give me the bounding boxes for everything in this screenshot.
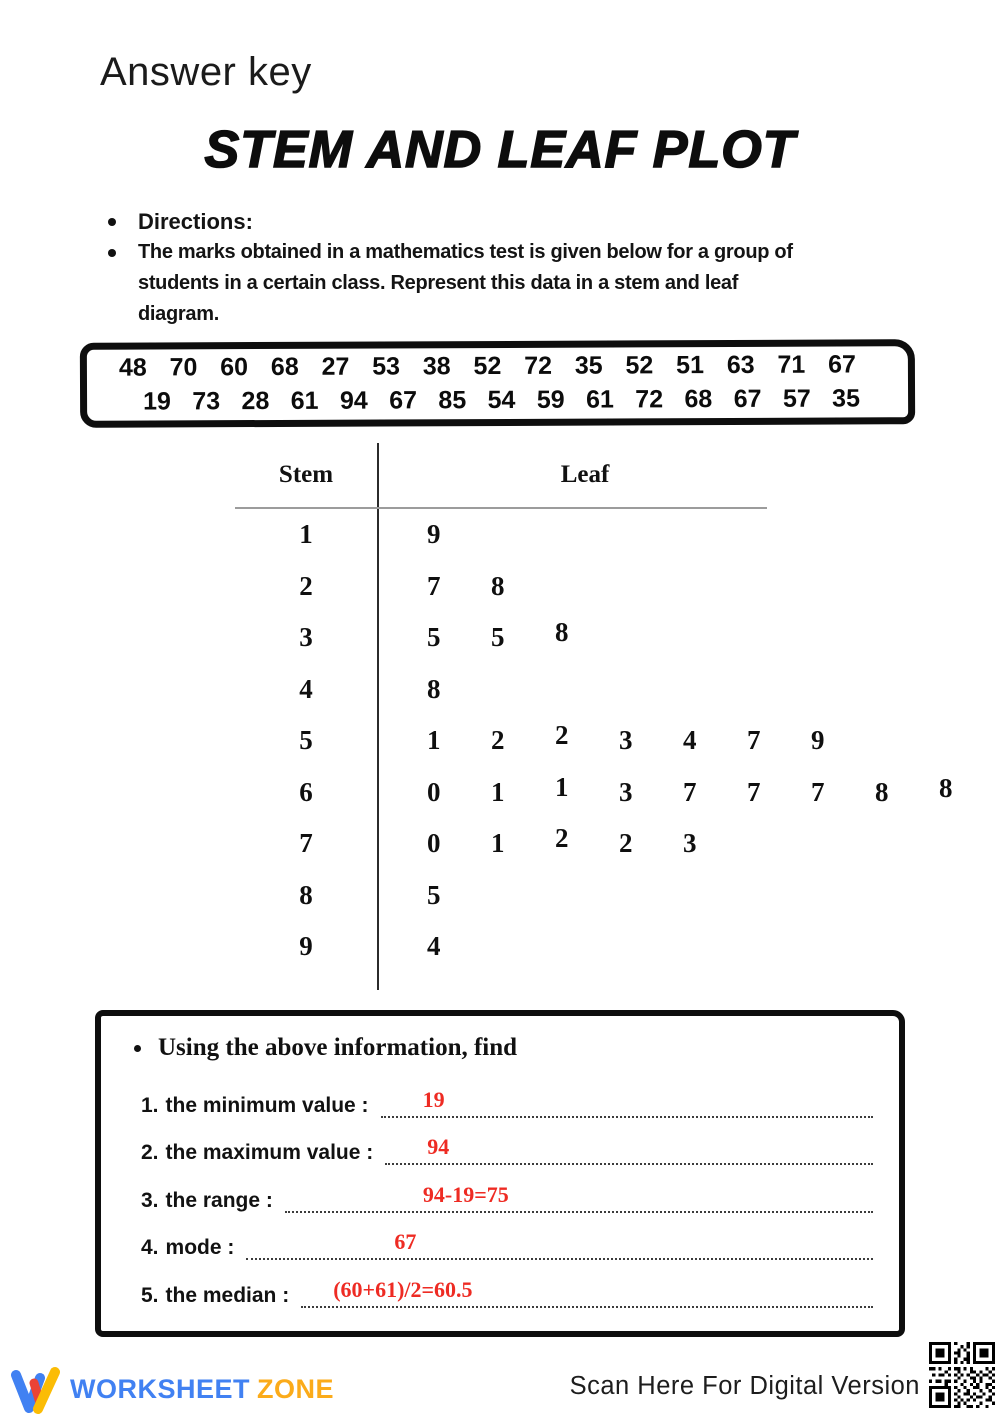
- data-value: 28: [241, 386, 270, 415]
- question-number: 3.: [141, 1188, 159, 1212]
- data-value: 51: [676, 351, 705, 380]
- bullet-icon: [134, 1045, 141, 1052]
- stem-value: 9: [299, 931, 313, 962]
- leaf-value: 8: [939, 772, 953, 803]
- directions-line: students in a certain class. Represent this data in a stem and leaf: [138, 272, 739, 294]
- question-item: [141, 1070, 873, 1118]
- stem-value: 5: [299, 725, 313, 756]
- question-label: the range :: [165, 1188, 273, 1212]
- table-row: [235, 509, 765, 561]
- answer-value: (60+61)/2=60.5: [333, 1276, 473, 1302]
- question-label: mode :: [165, 1236, 235, 1259]
- leaf-value: 0: [427, 776, 441, 807]
- table-row: [235, 818, 765, 870]
- directions-body: [138, 237, 793, 330]
- answer-line: [385, 1118, 873, 1166]
- leaf-value: 5: [427, 622, 441, 653]
- data-value: 60: [220, 353, 249, 382]
- question-number: 2.: [141, 1141, 159, 1164]
- leaf-values: [427, 931, 491, 962]
- question-number: 4.: [141, 1236, 159, 1259]
- leaf-value: 3: [619, 725, 633, 756]
- answer-line: [246, 1213, 873, 1261]
- logo-text-zone: ZONE: [257, 1373, 335, 1404]
- data-value: 61: [290, 386, 319, 415]
- leaf-value: 7: [683, 776, 697, 807]
- directions-line: diagram.: [138, 303, 219, 325]
- data-value: 85: [438, 385, 467, 414]
- data-value: 53: [372, 352, 401, 381]
- data-value: 59: [536, 385, 565, 414]
- question-number: 5.: [141, 1283, 159, 1307]
- leaf-value: 3: [619, 776, 633, 807]
- stem-column-header: Stem: [278, 461, 334, 488]
- table-row: [235, 767, 953, 819]
- data-value: 57: [782, 384, 811, 413]
- data-value: 38: [422, 352, 451, 381]
- leaf-value: 1: [491, 828, 505, 859]
- leaf-value: 8: [427, 673, 441, 704]
- stem-value: 2: [299, 570, 313, 601]
- question-item: [141, 1213, 873, 1261]
- directions-heading-row: [108, 206, 928, 237]
- data-value: 68: [684, 384, 713, 413]
- question-item: [141, 1118, 873, 1166]
- leaf-value: 5: [427, 879, 441, 910]
- leaf-value: 9: [811, 725, 825, 756]
- leaf-values: [427, 880, 491, 911]
- leaf-value: 7: [747, 776, 761, 807]
- question-items: [131, 1070, 873, 1308]
- data-value: 72: [635, 384, 664, 414]
- answer-value: 94-19=75: [422, 1181, 509, 1207]
- data-value: 67: [733, 384, 762, 413]
- answer-line: [381, 1070, 873, 1118]
- table-row: [235, 561, 765, 613]
- answer-line: [301, 1260, 873, 1308]
- table-rows: [235, 509, 953, 973]
- data-value: 35: [574, 351, 603, 380]
- leaf-value: 2: [555, 823, 569, 854]
- leaf-value: 1: [491, 776, 505, 807]
- table-row: [235, 921, 765, 973]
- leaf-values: [427, 674, 491, 705]
- leaf-value: 8: [875, 776, 889, 807]
- data-value: 35: [832, 384, 861, 413]
- leaf-value: 1: [427, 725, 441, 756]
- questions-heading-row: [131, 1034, 873, 1062]
- data-value: 48: [118, 353, 147, 382]
- data-value: 52: [473, 352, 502, 381]
- leaf-value: 2: [491, 725, 505, 756]
- leaf-value: 1: [555, 771, 569, 802]
- data-value: 67: [389, 386, 418, 415]
- leaf-values: [427, 823, 747, 859]
- questions-heading: Using the above information, find: [158, 1034, 518, 1061]
- leaf-values: [427, 617, 619, 653]
- data-value: 52: [625, 351, 654, 380]
- answer-value: 19: [422, 1086, 445, 1112]
- answer-line: [285, 1165, 873, 1213]
- stem-value: 1: [299, 519, 313, 550]
- question-item: [141, 1165, 873, 1213]
- leaf-values: [427, 519, 491, 550]
- bullet-icon: [108, 249, 116, 257]
- bullet-icon: [108, 218, 116, 226]
- data-value: 70: [169, 353, 198, 382]
- qr-code: [926, 1337, 998, 1413]
- scan-here-text: Scan Here For Digital Version: [569, 1372, 920, 1400]
- question-label: the maximum value :: [165, 1141, 374, 1164]
- question-item: [141, 1260, 873, 1308]
- answer-value: 94: [427, 1134, 450, 1159]
- leaf-value: 4: [683, 725, 697, 756]
- leaf-value: 2: [555, 720, 569, 751]
- leaf-value: 7: [811, 776, 825, 807]
- data-row-1: [87, 351, 908, 384]
- data-value: 61: [585, 385, 614, 414]
- leaf-values: [427, 771, 1000, 808]
- leaf-values: [427, 720, 875, 756]
- leaf-value: 7: [747, 725, 761, 756]
- answer-key-label: Answer key: [100, 50, 312, 94]
- data-value: 63: [726, 351, 755, 380]
- directions-line: The marks obtained in a mathematics test is given below for a group of: [138, 241, 793, 263]
- directions-heading: Directions:: [138, 209, 253, 234]
- stem-value: 6: [299, 776, 313, 807]
- data-value: 71: [777, 350, 806, 380]
- leaf-value: 9: [427, 519, 441, 550]
- stem-value: 4: [299, 673, 313, 704]
- leaf-value: 8: [491, 570, 505, 601]
- question-number: 1.: [141, 1093, 159, 1117]
- leaf-value: 8: [555, 617, 569, 648]
- leaf-value: 2: [619, 828, 633, 859]
- table-row: [235, 870, 765, 922]
- table-row: [235, 715, 825, 767]
- table-row: [235, 664, 765, 716]
- question-label: the median :: [165, 1283, 290, 1307]
- question-label: the minimum value :: [165, 1093, 369, 1117]
- stem-value: 3: [299, 622, 313, 653]
- stem-value: 8: [299, 879, 313, 910]
- leaf-values: [427, 571, 555, 602]
- leaf-value: 3: [683, 828, 697, 859]
- data-value: 94: [339, 386, 368, 415]
- logo-w-icon: [10, 1364, 62, 1414]
- leaf-column-header: Leaf: [560, 461, 610, 488]
- leaf-value: 4: [427, 931, 441, 962]
- table-row: [235, 612, 765, 664]
- answer-value: 67: [394, 1229, 417, 1254]
- data-value: 68: [270, 353, 299, 382]
- page-title: STEM AND LEAF PLOT: [204, 121, 796, 179]
- directions-section: [108, 206, 928, 330]
- leaf-value: 7: [427, 570, 441, 601]
- data-value: 72: [524, 352, 553, 381]
- data-value: 73: [192, 386, 221, 415]
- data-values-box: [80, 339, 915, 428]
- stem-leaf-table: [235, 443, 953, 990]
- leaf-value: 5: [491, 622, 505, 653]
- data-value: 67: [828, 350, 856, 379]
- logo-text-worksheet: WORKSHEET: [70, 1373, 250, 1404]
- directions-body-row: [108, 237, 928, 330]
- data-value: 19: [143, 387, 171, 416]
- data-value: 27: [321, 352, 350, 382]
- data-value: 54: [487, 385, 516, 414]
- data-row-2: [87, 384, 908, 417]
- worksheetzone-logo: [10, 1364, 334, 1414]
- stem-value: 7: [299, 828, 313, 859]
- leaf-value: 0: [427, 828, 441, 859]
- questions-box: [95, 1010, 905, 1337]
